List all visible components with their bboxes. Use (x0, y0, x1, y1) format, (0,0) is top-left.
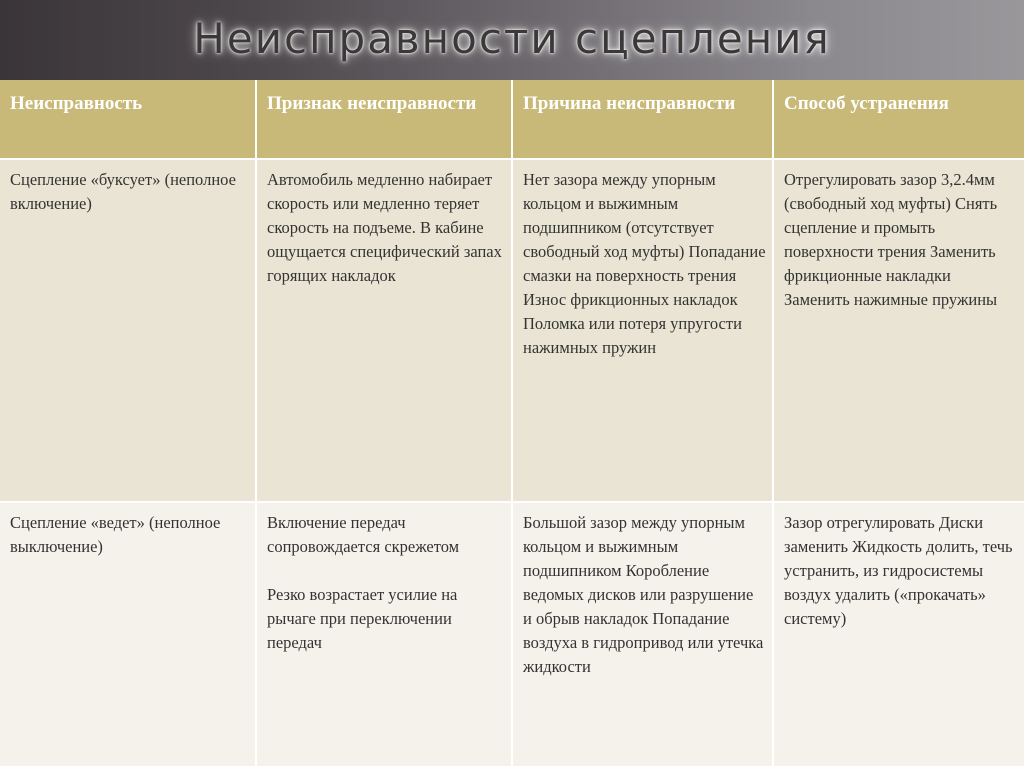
sign-paragraph: Резко возрастает усилие на рычаге при переключении передач (267, 585, 458, 652)
cell-remedy: Отрегулировать зазор 3,2.4мм (свободный ход муфты) Снять сцепление и промыть поверхности трения Заменить фрикционные накладки Заменить нажимные пружины (773, 159, 1024, 502)
cell-cause: Большой зазор между упорным кольцом и выжимным подшипником Коробление ведомых дисков или разрушение и обрыв накладок Попадание воздуха в гидропривод или утечка жидкости (512, 502, 773, 767)
faults-table (0, 80, 1024, 767)
table-row (0, 159, 1024, 502)
cell-fault: Сцепление «ведет» (неполное выключение) (0, 502, 256, 767)
title-bar (0, 0, 1024, 80)
table-header-row (0, 80, 1024, 159)
slide-title: Неисправности сцепления (193, 14, 831, 63)
cell-fault: Сцепление «буксует» (неполное включение) (0, 159, 256, 502)
sign-paragraph: Включение передач сопровождается скрежетом (267, 513, 460, 556)
header-cause: Причина неисправности (512, 80, 773, 159)
header-fault: Неисправность (0, 80, 256, 159)
header-remedy: Способ устранения (773, 80, 1024, 159)
cell-cause: Нет зазора между упорным кольцом и выжимным подшипником (отсутствует свободный ход муфты) Попадание смазки на поверхность трения Износ фрикционных накладок Поломка или потеря упругости нажимных пружин (512, 159, 773, 502)
header-sign: Признак неисправности (256, 80, 512, 159)
table-row (0, 502, 1024, 767)
cell-remedy: Зазор отрегулировать Диски заменить Жидкость долить, течь устранить, из гидросистемы воздух удалить («прокачать» систему) (773, 502, 1024, 767)
cell-sign: Автомобиль медленно набирает скорость или медленно теряет скорость на подъеме. В кабине ощущается специфический запах горящих накладок (256, 159, 512, 502)
cell-sign (256, 502, 512, 767)
